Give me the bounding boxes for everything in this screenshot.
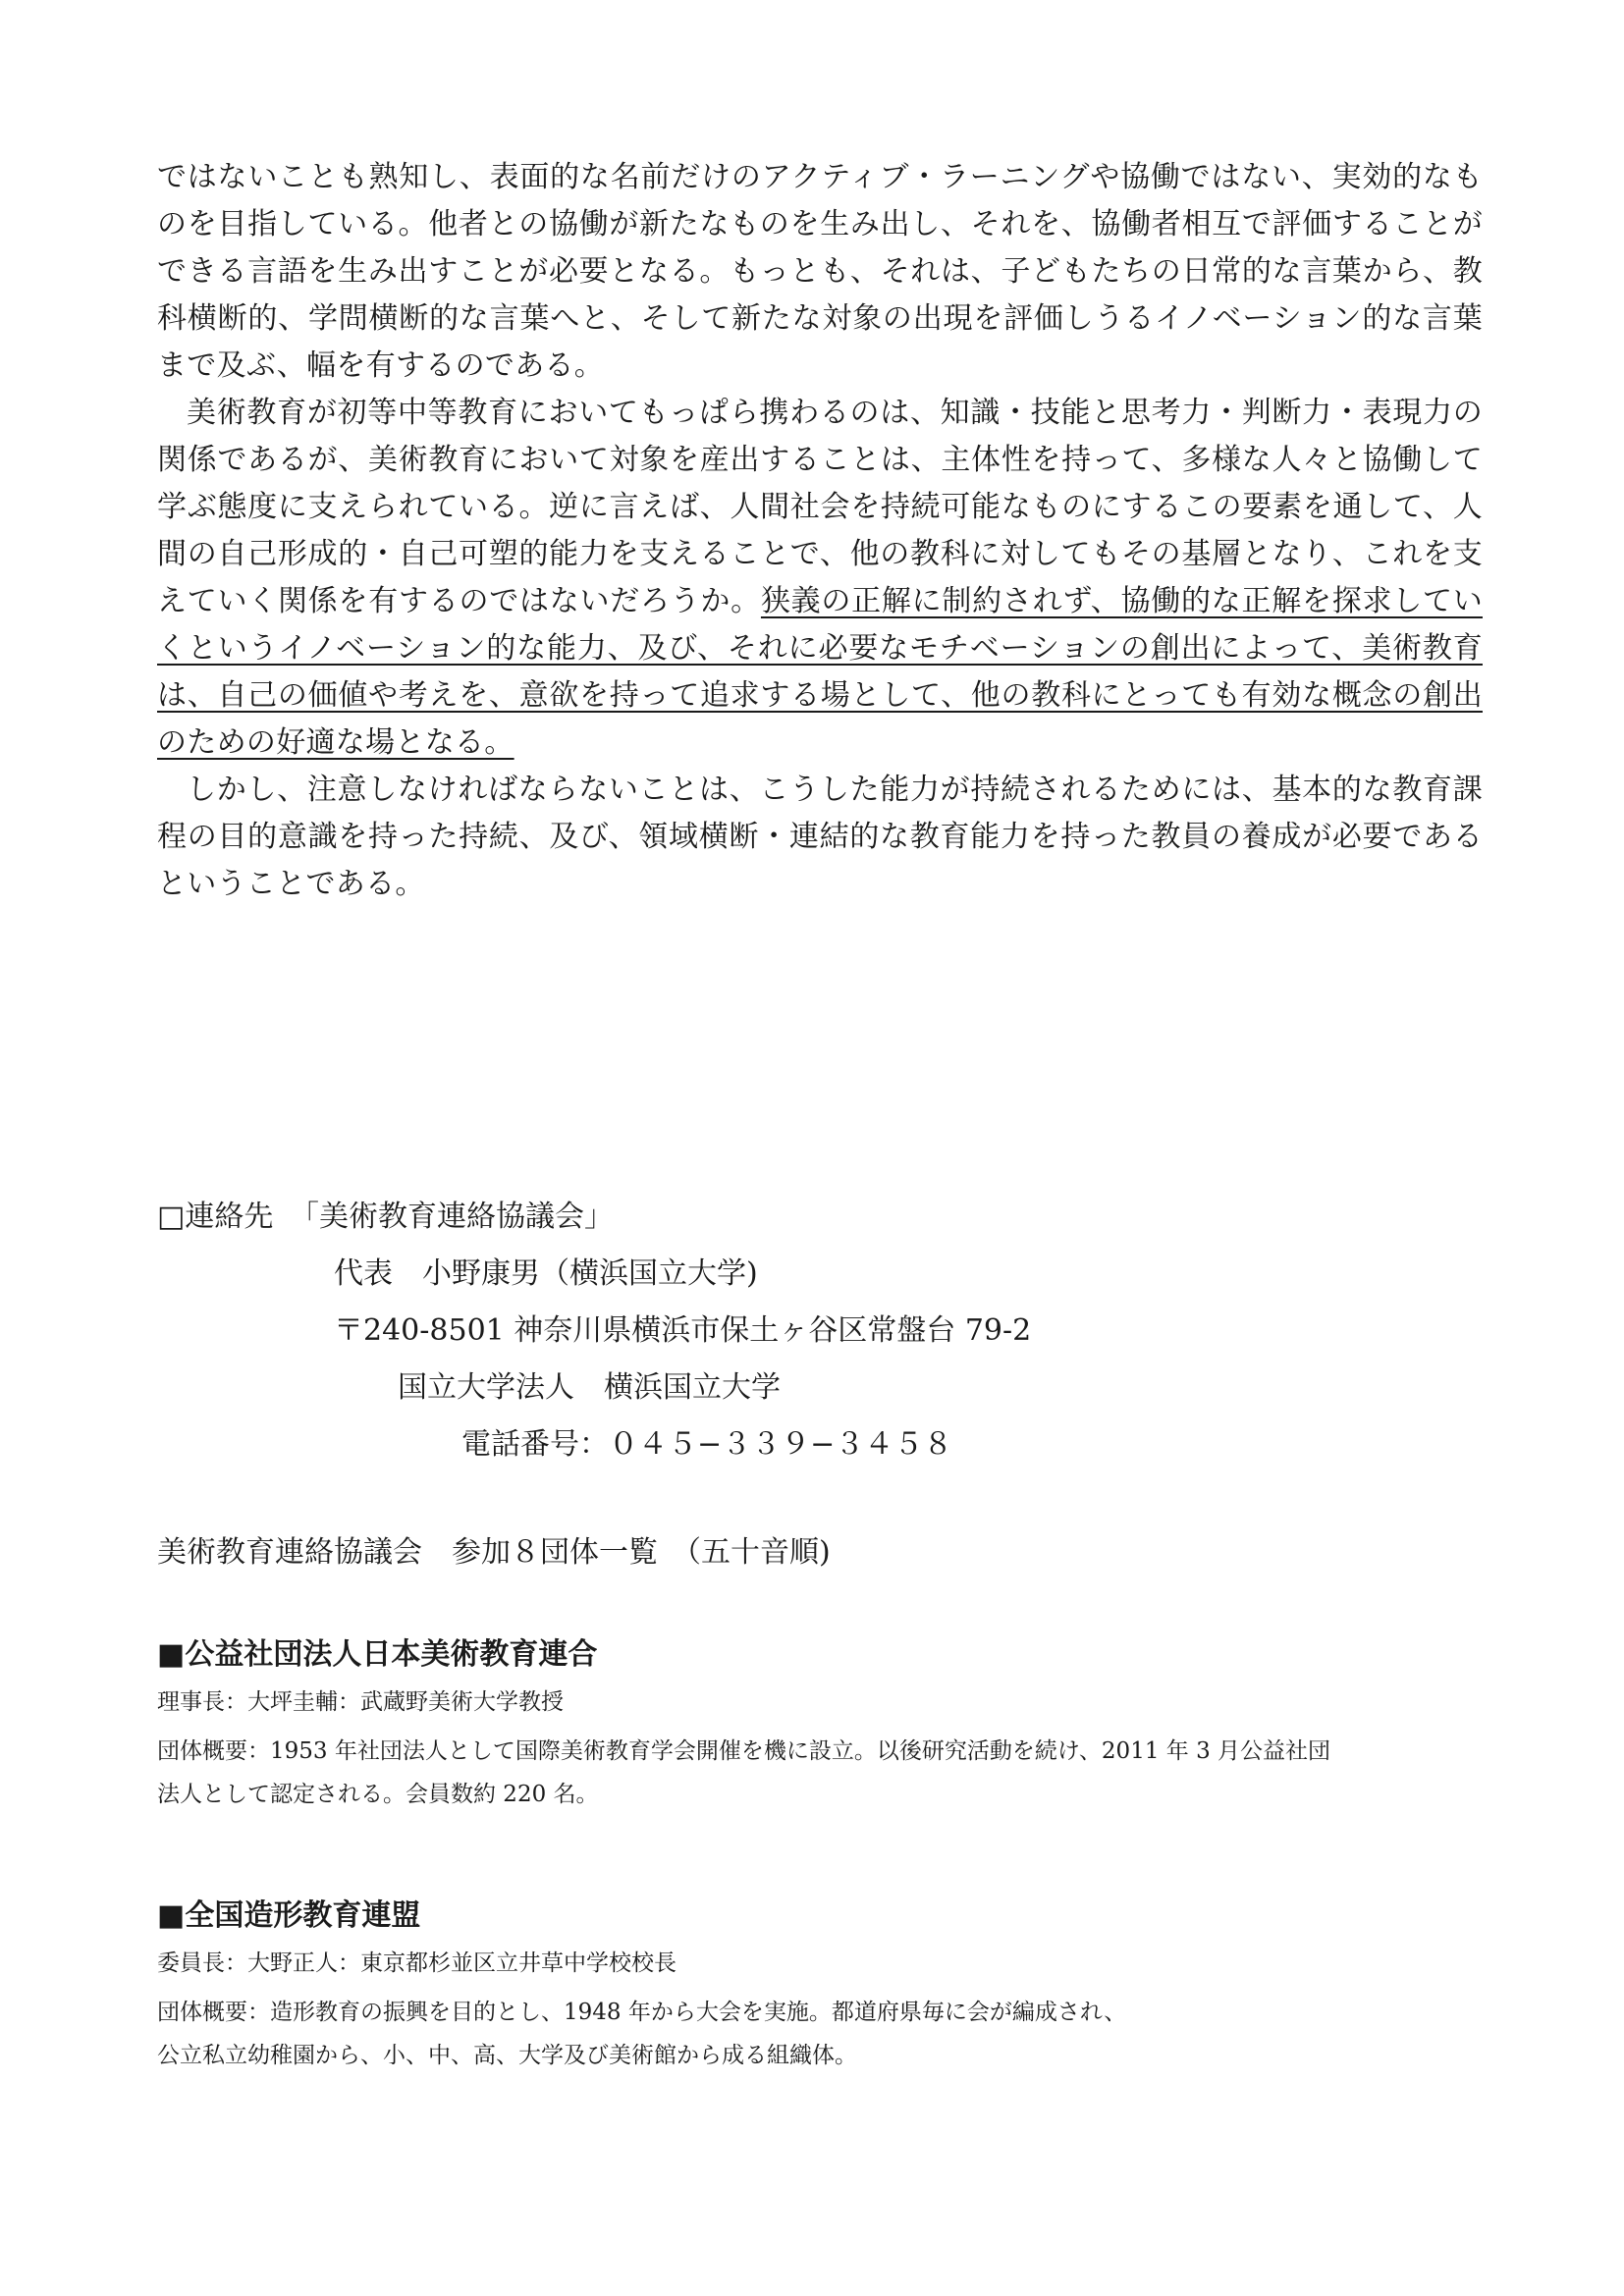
member-list-order: （五十音順)	[672, 1535, 831, 1570]
org-entry	[157, 1629, 1492, 1816]
org-summary-line-1: 団体概要：造形教育の振興を目的とし、1948 年から大会を実施。都道府県毎に会が編成され、	[157, 2000, 1127, 2025]
contact-representative: 代表 小野康男（横浜国立大学)	[334, 1256, 758, 1291]
paragraph-3: しかし、注意しなければならないことは、こうした能力が持続されるためには、基本的な教育課程の目的意識を持った持続、及び、領域横断・連結的な教育能力を持った教員の養成が必要であるということである。	[157, 773, 1483, 901]
paragraph-1: ではないことも熟知し、表面的な名前だけのアクティブ・ラーニングや協働ではない、実効的なものを目指している。他者との協働が新たなものを生み出し、それを、協働者相互で評価することができる言語を生み出すことが必要となる。もっとも、それは、子どもたちの日常的な言葉から、教科横断的、学問横断的な言葉へと、そして新たな対象の出現を評価しうるイノベーション的な言葉まで及ぶ、幅を有するのである。	[157, 160, 1483, 383]
paragraph-2-text: 美術教育が初等中等教育においてもっぱら携わるのは、知識・技能と思考力・判断力・表現力の関係であるが、美術教育において対象を産出することは、主体性を持って、多様な人々と協働して学ぶ態度に支えられている。逆に言えば、人間社会を持続可能なものにするこの要素を通して、人間の自己形成的・自己可塑的能力を支えることで、他の教科に対してもその基層となり、これを支えていく関係を有するのではないだろうか。	[157, 396, 1483, 618]
org-summary-line-2: 公立私立幼稚園から、小、中、高、大学及び美術館から成る組織体。	[157, 2043, 857, 2068]
member-list-heading: 美術教育連絡協議会 参加８団体一覧	[157, 1535, 658, 1570]
org-entry	[157, 1891, 1492, 2077]
contact-phone: 電話番号：０４５−３３９−３４５８	[461, 1427, 953, 1462]
member-list-title	[157, 1527, 831, 1571]
org-head: 委員長：大野正人：東京都杉並区立井草中学校校長	[157, 1950, 677, 1976]
contact-address: 〒240-8501 神奈川県横浜市保土ヶ谷区常盤台 79-2	[334, 1313, 1032, 1348]
org-head: 理事長：大坪圭輔：武蔵野美術大学教授	[157, 1689, 564, 1715]
contact-institution: 国立大学法人 横浜国立大学	[398, 1370, 781, 1405]
contact-label: □連絡先	[157, 1200, 274, 1234]
body-text	[157, 154, 1483, 908]
org-summary-line-2: 法人として認定される。会員数約 220 名。	[157, 1782, 599, 1807]
org-name: ■全国造形教育連盟	[157, 1898, 421, 1933]
paragraph-2	[157, 390, 1483, 767]
org-summary-line-1: 団体概要：1953 年社団法人として国際美術教育学会開催を機に設立。以後研究活動を続け、2011 年 3 月公益社団	[157, 1738, 1331, 1764]
contact-org: 「美術教育連絡協議会」	[290, 1200, 614, 1234]
org-name: ■公益社団法人日本美術教育連合	[157, 1637, 598, 1672]
paragraph-2-underlined: 狭義の正解に制約されず、協働的な正解を探求していくというイノベーション的な能力、及び、それに必要なモチベーションの創出によって、美術教育は、自己の価値や考えを、意欲を持って追求する場として、他の教科にとっても有効な概念の創出のための好適な場となる。	[157, 584, 1483, 760]
